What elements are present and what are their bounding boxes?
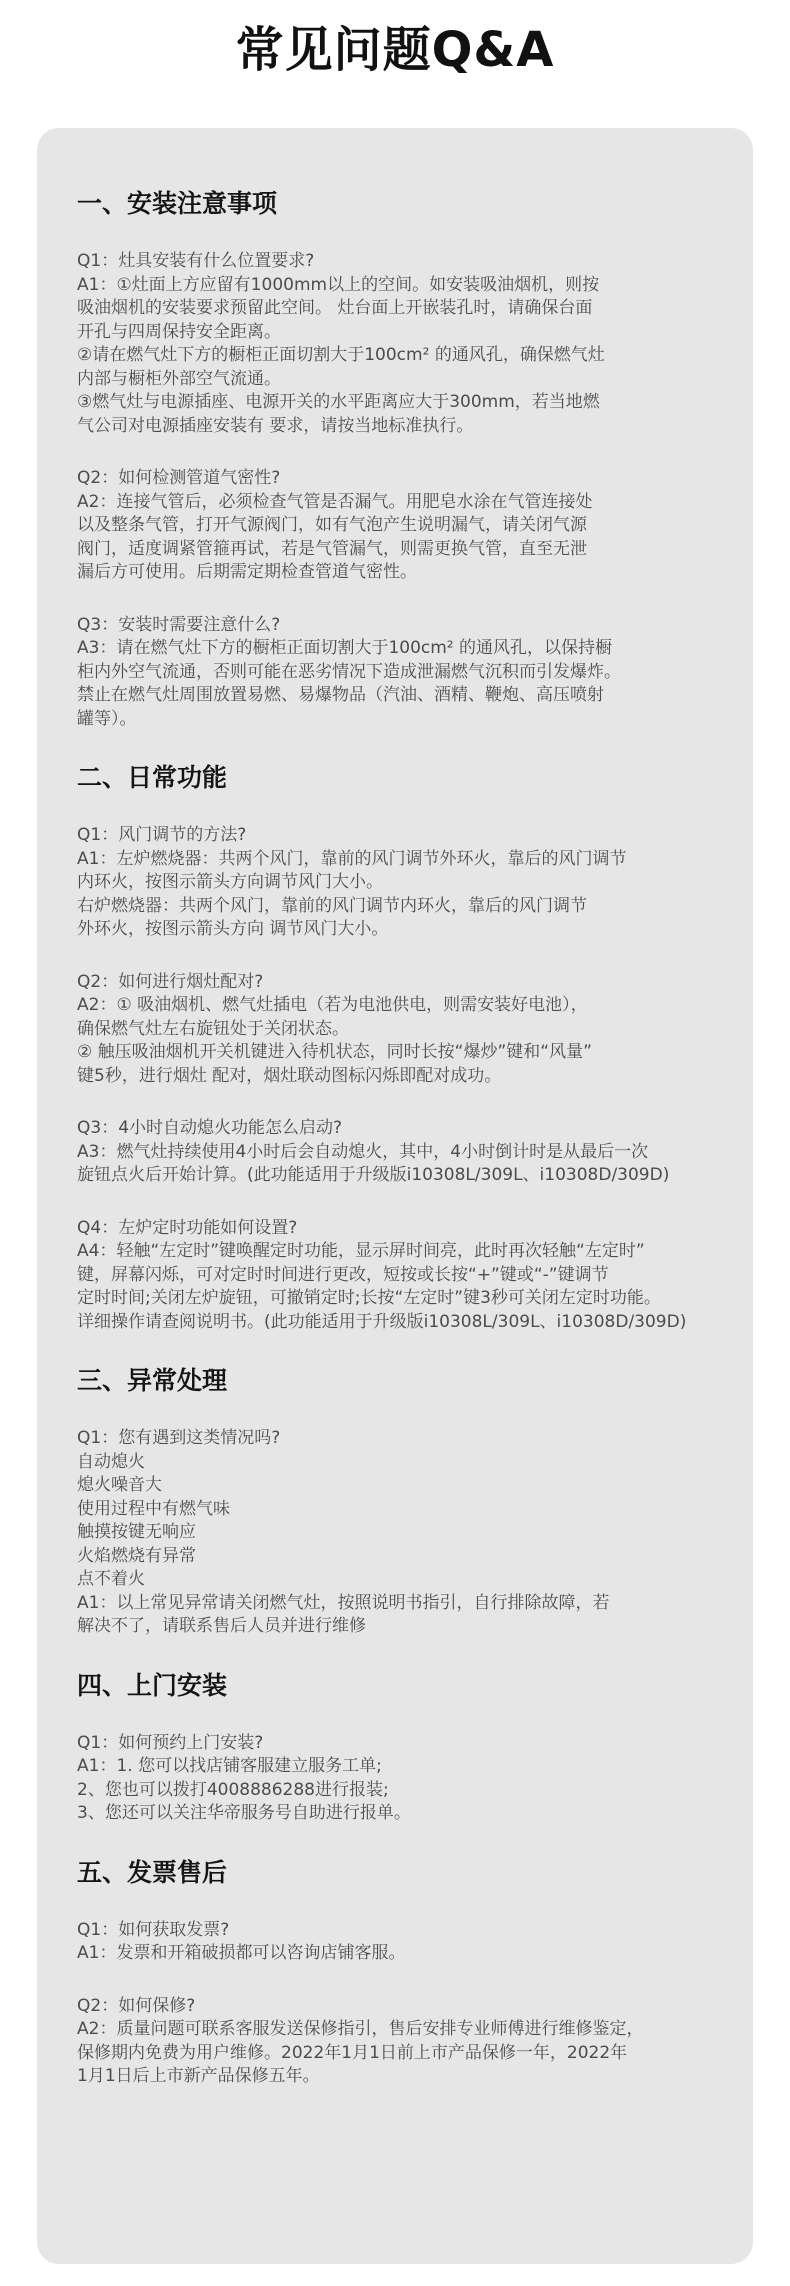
- qa-item: [77, 1919, 713, 1966]
- qa-item: [77, 824, 713, 942]
- section-heading: 一、安装注意事项: [77, 189, 278, 218]
- faq-card: [37, 128, 753, 2264]
- question-text: Q1：风门调节的方法?: [77, 825, 247, 845]
- faq-section: [77, 1855, 713, 2089]
- answer-text: 火焰燃烧有异常: [77, 1545, 196, 1566]
- answer-text: 2、您也可以拨打4008886288进行报装;: [77, 1779, 389, 1800]
- question-text: Q2：如何进行烟灶配对?: [77, 971, 264, 992]
- question-text: Q2：如何保修?: [77, 1995, 196, 2016]
- qa-item: [77, 971, 713, 1089]
- answer-text: 键，屏幕闪烁，可对定时时间进行更改，短按或长按“+”键或“-”键调节: [77, 1264, 609, 1285]
- faq-section: [77, 186, 713, 731]
- section-heading: 五、发票售后: [77, 1857, 228, 1887]
- qa-item: [77, 1995, 713, 2089]
- answer-text: ③燃气灶与电源插座、电源开关的水平距离应大于300mm，若当地燃: [77, 392, 600, 412]
- answer-text: 解决不了，请联系售后人员并进行维修: [77, 1616, 366, 1636]
- question-text: Q4：左炉定时功能如何设置?: [77, 1217, 298, 1238]
- answer-text: A1：发票和开箱破损都可以咨询店铺客服。: [77, 1943, 406, 1963]
- answer-text: 详细操作请查阅说明书。(此功能适用于升级版i10308L/309L、i10308D/309D): [77, 1311, 687, 1332]
- answer-text: 键5秒，进行烟灶 配对，烟灶联动图标闪烁即配对成功。: [77, 1065, 502, 1086]
- answer-text: 禁止在燃气灶周围放置易燃、易爆物品（汽油、酒精、鞭炮、高压喷射: [77, 685, 604, 705]
- answer-text: A4：轻触“左定时”键唤醒定时功能，显示屏时间亮，此时再次轻触“左定时”: [77, 1241, 645, 1261]
- question-text: Q3：4小时自动熄火功能怎么启动?: [77, 1118, 343, 1138]
- answer-text: 定时时间;关闭左炉旋钮，可撤销定时;长按“左定时”键3秒可关闭左定时功能。: [77, 1288, 661, 1308]
- answer-text: ②请在燃气灶下方的橱柜正面切割大于100cm² 的通风孔，确保燃气灶: [77, 345, 605, 365]
- qa-item: [77, 1427, 713, 1639]
- answer-text: A2：质量问题可联系客服发送保修指引，售后安排专业师傅进行维修鉴定，: [77, 2019, 644, 2039]
- question-text: Q1：如何获取发票?: [77, 1919, 230, 1940]
- answer-text: 罐等）。: [77, 708, 137, 729]
- answer-text: 确保燃气灶左右旋钮处于关闭状态。: [77, 1018, 349, 1039]
- answer-text: 内部与橱柜外部空气流通。: [77, 368, 281, 389]
- answer-text: 内环火，按图示箭头方向调节风门大小。: [77, 872, 383, 892]
- answer-text: 3、您还可以关注华帝服务号自助进行报单。: [77, 1803, 411, 1823]
- answer-text: 自动熄火: [77, 1451, 145, 1472]
- question-text: Q1：您有遇到这类情况吗?: [77, 1428, 281, 1448]
- answer-text: 柜内外空气流通，否则可能在恶劣情况下造成泄漏燃气沉积而引发爆炸。: [77, 661, 621, 682]
- section-heading: 四、上门安装: [77, 1670, 228, 1700]
- answer-text: 阀门，适度调紧管箍再试，若是气管漏气，则需更换气管，直至无泄: [77, 538, 587, 559]
- answer-text: A1：①灶面上方应留有1000mm以上的空间。如安装吸油烟机，则按: [77, 274, 600, 295]
- answer-text: 触摸按键无响应: [77, 1522, 196, 1542]
- qa-item: [77, 614, 713, 732]
- answer-text: 1月1日后上市新产品保修五年。: [77, 2066, 320, 2086]
- answer-text: A3：请在燃气灶下方的橱柜正面切割大于100cm² 的通风孔，以保持橱: [77, 638, 613, 658]
- section-heading: 三、异常处理: [77, 1366, 228, 1395]
- qa-item: [77, 1217, 713, 1335]
- answer-text: 气公司对电源插座安装有 要求，请按当地标准执行。: [77, 415, 474, 436]
- answer-text: 点不着火: [77, 1569, 145, 1589]
- answer-text: A2：连接气管后，必须检查气管是否漏气。用肥皂水涂在气管连接处: [77, 491, 593, 512]
- qa-item: [77, 467, 713, 585]
- answer-text: 以及整条气管，打开气源阀门，如有气泡产生说明漏气，请关闭气源: [77, 515, 587, 535]
- answer-text: A1：左炉燃烧器：共两个风门，靠前的风门调节外环火，靠后的风门调节: [77, 848, 627, 869]
- answer-text: 吸油烟机的安装要求预留此空间。 灶台面上开嵌装孔时，请确保台面: [77, 298, 593, 318]
- faq-section: [77, 1363, 713, 1639]
- page-title: 常见问题Q&A: [235, 22, 555, 78]
- answer-text: ② 触压吸油烟机开关机键进入待机状态，同时长按“爆炒”键和“风量”: [77, 1042, 592, 1062]
- qa-item: [77, 1732, 713, 1826]
- answer-text: 熄火噪音大: [77, 1475, 162, 1495]
- answer-text: 右炉燃烧器：共两个风门，靠前的风门调节内环火，靠后的风门调节: [77, 895, 587, 916]
- qa-item: [77, 250, 713, 438]
- section-heading: 二、日常功能: [77, 763, 228, 792]
- answer-text: A1：以上常见异常请关闭燃气灶，按照说明书指引，自行排除故障，若: [77, 1592, 610, 1613]
- answer-text: A1：1. 您可以找店铺客服建立服务工单;: [77, 1756, 382, 1776]
- answer-text: 漏后方可使用。后期需定期检查管道气密性。: [77, 562, 417, 582]
- question-text: Q1：灶具安装有什么位置要求?: [77, 251, 315, 271]
- qa-item: [77, 1117, 713, 1188]
- question-text: Q2：如何检测管道气密性?: [77, 468, 281, 488]
- answer-text: A2：① 吸油烟机、燃气灶插电（若为电池供电，则需安装好电池），: [77, 995, 588, 1015]
- answer-text: A3：燃气灶持续使用4小时后会自动熄火，其中，4小时倒计时是从最后一次: [77, 1141, 649, 1162]
- answer-text: 使用过程中有燃气味: [77, 1498, 230, 1519]
- answer-text: 外环火，按图示箭头方向 调节风门大小。: [77, 919, 389, 939]
- question-text: Q1：如何预约上门安装?: [77, 1732, 264, 1753]
- answer-text: 开孔与四周保持安全距离。: [77, 321, 281, 342]
- faq-section: [77, 1668, 713, 1826]
- answer-text: 旋钮点火后开始计算。(此功能适用于升级版i10308L/309L、i10308D/309D): [77, 1165, 670, 1185]
- faq-section: [77, 760, 713, 1334]
- question-text: Q3：安装时需要注意什么?: [77, 614, 281, 635]
- answer-text: 保修期内免费为用户维修。2022年1月1日前上市产品保修一年，2022年: [77, 2042, 628, 2063]
